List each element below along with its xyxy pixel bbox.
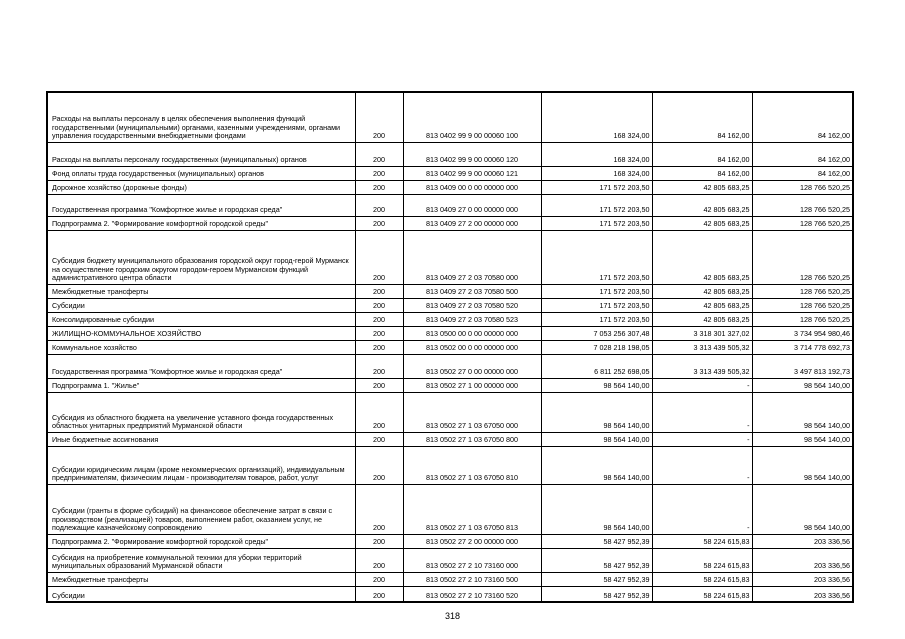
row-unexecuted-amount: 3 714 778 692,73 — [752, 340, 853, 354]
table-row — [47, 92, 853, 142]
row-approved-amount: 171 572 203,50 — [541, 298, 652, 312]
table-row — [47, 166, 853, 180]
row-description: Государственная программа "Комфортное жилье и городская среда" — [47, 354, 355, 378]
row-description: Субсидии (гранты в форме субсидий) на финансовое обеспечение затрат в связи с производством (реализацией) товаров, выполнением работ, оказанием услуг, не подлежащие казначейскому сопровождению — [47, 484, 355, 534]
row-description: Дорожное хозяйство (дорожные фонды) — [47, 180, 355, 194]
row-executed-amount: 42 805 683,25 — [652, 284, 752, 298]
row-executed-amount: - — [652, 378, 752, 392]
row-description: Коммунальное хозяйство — [47, 340, 355, 354]
row-unexecuted-amount: 84 162,00 — [752, 142, 853, 166]
row-description: Субсидии — [47, 298, 355, 312]
row-unexecuted-amount: 203 336,56 — [752, 548, 853, 572]
row-description: ЖИЛИЩНО-КОММУНАЛЬНОЕ ХОЗЯЙСТВО — [47, 326, 355, 340]
row-executed-amount: 84 162,00 — [652, 142, 752, 166]
table-row — [47, 142, 853, 166]
table-row — [47, 216, 853, 230]
row-line-code: 200 — [355, 446, 403, 484]
row-description: Межбюджетные трансферты — [47, 572, 355, 586]
row-approved-amount: 171 572 203,50 — [541, 194, 652, 216]
row-approved-amount: 98 564 140,00 — [541, 432, 652, 446]
row-executed-amount: 3 313 439 505,32 — [652, 354, 752, 378]
row-budget-classification-code: 813 0500 00 0 00 00000 000 — [403, 326, 541, 340]
budget-table-sheet — [46, 91, 852, 603]
row-unexecuted-amount: 3 497 813 192,73 — [752, 354, 853, 378]
row-budget-classification-code: 813 0502 27 2 10 73160 000 — [403, 548, 541, 572]
row-description: Консолидированные субсидии — [47, 312, 355, 326]
row-description: Расходы на выплаты персоналу в целях обеспечения выполнения функций государственными (муниципальными) органами, казенными учреждениями, органами управления государственными внебюджетными фондами — [47, 92, 355, 142]
row-approved-amount: 171 572 203,50 — [541, 230, 652, 284]
row-unexecuted-amount: 98 564 140,00 — [752, 378, 853, 392]
row-executed-amount: - — [652, 484, 752, 534]
row-executed-amount: 3 313 439 505,32 — [652, 340, 752, 354]
row-executed-amount: 42 805 683,25 — [652, 194, 752, 216]
row-unexecuted-amount: 84 162,00 — [752, 92, 853, 142]
row-description: Государственная программа "Комфортное жилье и городская среда" — [47, 194, 355, 216]
row-description: Фонд оплаты труда государственных (муниципальных) органов — [47, 166, 355, 180]
row-executed-amount: 42 805 683,25 — [652, 180, 752, 194]
row-unexecuted-amount: 98 564 140,00 — [752, 392, 853, 432]
table-row — [47, 340, 853, 354]
row-unexecuted-amount: 3 734 954 980,46 — [752, 326, 853, 340]
row-approved-amount: 98 564 140,00 — [541, 446, 652, 484]
row-line-code: 200 — [355, 92, 403, 142]
row-unexecuted-amount: 203 336,56 — [752, 572, 853, 586]
row-executed-amount: 58 224 615,83 — [652, 586, 752, 602]
row-budget-classification-code: 813 0409 27 2 00 00000 000 — [403, 216, 541, 230]
row-line-code: 200 — [355, 548, 403, 572]
row-line-code: 200 — [355, 312, 403, 326]
row-budget-classification-code: 813 0502 27 0 00 00000 000 — [403, 354, 541, 378]
row-line-code: 200 — [355, 230, 403, 284]
row-line-code: 200 — [355, 216, 403, 230]
row-executed-amount: 42 805 683,25 — [652, 312, 752, 326]
table-row — [47, 180, 853, 194]
row-approved-amount: 58 427 952,39 — [541, 586, 652, 602]
row-executed-amount: 3 318 301 327,02 — [652, 326, 752, 340]
row-line-code: 200 — [355, 378, 403, 392]
row-budget-classification-code: 813 0502 27 1 03 67050 810 — [403, 446, 541, 484]
row-description: Субсидия на приобретение коммунальной техники для уборки территорий муниципальных образований Мурманской области — [47, 548, 355, 572]
row-budget-classification-code: 813 0409 27 2 03 70580 000 — [403, 230, 541, 284]
row-budget-classification-code: 813 0502 27 2 10 73160 500 — [403, 572, 541, 586]
row-executed-amount: 58 224 615,83 — [652, 548, 752, 572]
row-unexecuted-amount: 128 766 520,25 — [752, 312, 853, 326]
table-row — [47, 194, 853, 216]
row-budget-classification-code: 813 0409 27 2 03 70580 523 — [403, 312, 541, 326]
row-line-code: 200 — [355, 354, 403, 378]
row-budget-classification-code: 813 0502 27 1 03 67050 813 — [403, 484, 541, 534]
table-row — [47, 326, 853, 340]
row-line-code: 200 — [355, 326, 403, 340]
row-line-code: 200 — [355, 432, 403, 446]
table-row — [47, 484, 853, 534]
table-row — [47, 534, 853, 548]
table-row — [47, 284, 853, 298]
row-unexecuted-amount: 203 336,56 — [752, 586, 853, 602]
row-unexecuted-amount: 98 564 140,00 — [752, 484, 853, 534]
row-budget-classification-code: 813 0502 00 0 00 00000 000 — [403, 340, 541, 354]
table-row — [47, 312, 853, 326]
row-budget-classification-code: 813 0402 99 9 00 00060 121 — [403, 166, 541, 180]
row-budget-classification-code: 813 0502 27 1 03 67050 000 — [403, 392, 541, 432]
row-approved-amount: 7 053 256 307,48 — [541, 326, 652, 340]
row-approved-amount: 58 427 952,39 — [541, 572, 652, 586]
row-description: Подпрограмма 2. "Формирование комфортной городской среды" — [47, 216, 355, 230]
row-approved-amount: 171 572 203,50 — [541, 284, 652, 298]
budget-table — [46, 91, 854, 603]
row-line-code: 200 — [355, 534, 403, 548]
row-executed-amount: 42 805 683,25 — [652, 216, 752, 230]
row-unexecuted-amount: 98 564 140,00 — [752, 432, 853, 446]
row-budget-classification-code: 813 0502 27 1 00 00000 000 — [403, 378, 541, 392]
row-approved-amount: 168 324,00 — [541, 92, 652, 142]
row-line-code: 200 — [355, 180, 403, 194]
table-row — [47, 446, 853, 484]
row-executed-amount: 84 162,00 — [652, 92, 752, 142]
row-unexecuted-amount: 84 162,00 — [752, 166, 853, 180]
row-approved-amount: 168 324,00 — [541, 142, 652, 166]
row-line-code: 200 — [355, 194, 403, 216]
row-unexecuted-amount: 128 766 520,25 — [752, 216, 853, 230]
row-budget-classification-code: 813 0502 27 2 00 00000 000 — [403, 534, 541, 548]
row-executed-amount: 58 224 615,83 — [652, 572, 752, 586]
row-line-code: 200 — [355, 142, 403, 166]
row-description: Субсидии юридическим лицам (кроме некоммерческих организаций), индивидуальным предпринимателям, физическим лицам - производителям товаров, работ, услуг — [47, 446, 355, 484]
table-row — [47, 432, 853, 446]
row-description: Подпрограмма 1. "Жилье" — [47, 378, 355, 392]
row-approved-amount: 58 427 952,39 — [541, 534, 652, 548]
row-budget-classification-code: 813 0402 99 9 00 00060 100 — [403, 92, 541, 142]
row-budget-classification-code: 813 0409 27 2 03 70580 520 — [403, 298, 541, 312]
table-row — [47, 298, 853, 312]
row-description: Подпрограмма 2. "Формирование комфортной городской среды" — [47, 534, 355, 548]
row-budget-classification-code: 813 0502 27 1 03 67050 800 — [403, 432, 541, 446]
row-description: Субсидия бюджету муниципального образования городской округ город-герой Мурманск на осуществление городским округом городом-героем Мурманском функций административного центра области — [47, 230, 355, 284]
row-line-code: 200 — [355, 392, 403, 432]
row-executed-amount: - — [652, 432, 752, 446]
row-line-code: 200 — [355, 484, 403, 534]
row-executed-amount: 58 224 615,83 — [652, 534, 752, 548]
row-approved-amount: 7 028 218 198,05 — [541, 340, 652, 354]
row-unexecuted-amount: 128 766 520,25 — [752, 284, 853, 298]
row-line-code: 200 — [355, 298, 403, 312]
row-budget-classification-code: 813 0409 27 0 00 00000 000 — [403, 194, 541, 216]
row-approved-amount: 171 572 203,50 — [541, 216, 652, 230]
page-number: 318 — [444, 611, 461, 621]
row-line-code: 200 — [355, 586, 403, 602]
table-row — [47, 354, 853, 378]
table-row — [47, 392, 853, 432]
row-approved-amount: 98 564 140,00 — [541, 378, 652, 392]
row-approved-amount: 6 811 252 698,05 — [541, 354, 652, 378]
row-description: Иные бюджетные ассигнования — [47, 432, 355, 446]
row-budget-classification-code: 813 0502 27 2 10 73160 520 — [403, 586, 541, 602]
row-budget-classification-code: 813 0409 27 2 03 70580 500 — [403, 284, 541, 298]
row-approved-amount: 171 572 203,50 — [541, 312, 652, 326]
row-executed-amount: 42 805 683,25 — [652, 230, 752, 284]
row-description: Субсидия из областного бюджета на увеличение уставного фонда государственных областных унитарных предприятий Мурманской области — [47, 392, 355, 432]
table-row — [47, 548, 853, 572]
row-executed-amount: - — [652, 392, 752, 432]
row-executed-amount: 84 162,00 — [652, 166, 752, 180]
row-description: Межбюджетные трансферты — [47, 284, 355, 298]
row-unexecuted-amount: 128 766 520,25 — [752, 194, 853, 216]
budget-table-body — [47, 92, 853, 602]
table-row — [47, 586, 853, 602]
row-unexecuted-amount: 203 336,56 — [752, 534, 853, 548]
row-description: Субсидии — [47, 586, 355, 602]
row-unexecuted-amount: 128 766 520,25 — [752, 298, 853, 312]
row-unexecuted-amount: 98 564 140,00 — [752, 446, 853, 484]
row-executed-amount: - — [652, 446, 752, 484]
row-approved-amount: 171 572 203,50 — [541, 180, 652, 194]
table-row — [47, 378, 853, 392]
row-approved-amount: 98 564 140,00 — [541, 392, 652, 432]
row-line-code: 200 — [355, 572, 403, 586]
row-budget-classification-code: 813 0409 00 0 00 00000 000 — [403, 180, 541, 194]
row-line-code: 200 — [355, 166, 403, 180]
row-approved-amount: 98 564 140,00 — [541, 484, 652, 534]
table-row — [47, 572, 853, 586]
row-approved-amount: 58 427 952,39 — [541, 548, 652, 572]
row-executed-amount: 42 805 683,25 — [652, 298, 752, 312]
table-row — [47, 230, 853, 284]
row-description: Расходы на выплаты персоналу государственных (муниципальных) органов — [47, 142, 355, 166]
row-unexecuted-amount: 128 766 520,25 — [752, 230, 853, 284]
row-budget-classification-code: 813 0402 99 9 00 00060 120 — [403, 142, 541, 166]
row-line-code: 200 — [355, 340, 403, 354]
row-line-code: 200 — [355, 284, 403, 298]
row-unexecuted-amount: 128 766 520,25 — [752, 180, 853, 194]
row-approved-amount: 168 324,00 — [541, 166, 652, 180]
